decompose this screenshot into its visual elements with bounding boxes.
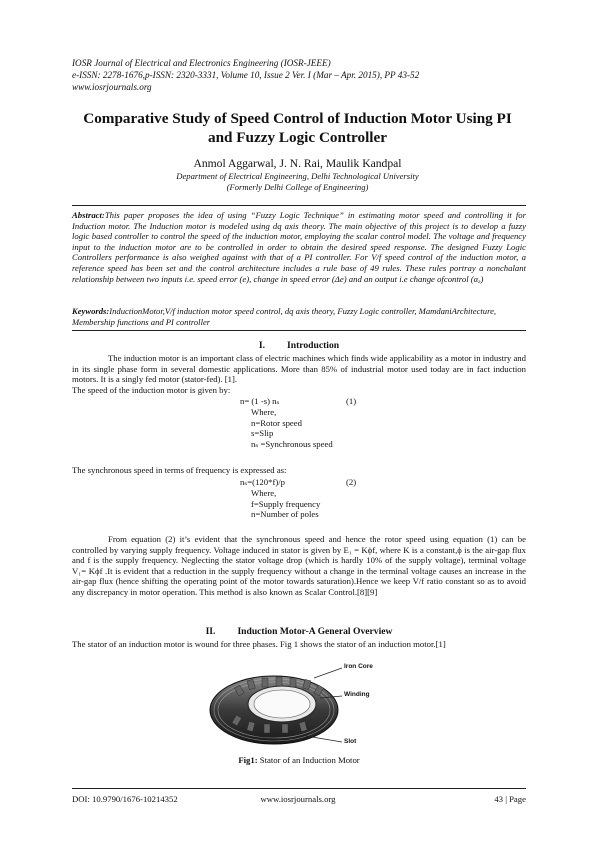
overview-paragraph: The stator of an induction motor is wound for three phases. Fig 1 shows the stator of an induction motor.[1] bbox=[72, 639, 446, 649]
equation-2: nₛ=(120*f)/p bbox=[240, 477, 285, 487]
stator-illustration bbox=[202, 660, 392, 752]
equation-2-block bbox=[240, 477, 320, 520]
equation-2-number: (2) bbox=[346, 477, 357, 487]
abstract-label: Abstract: bbox=[72, 210, 105, 220]
section-title: Introduction bbox=[287, 340, 340, 351]
section-number: II. bbox=[205, 626, 216, 637]
footer-doi: DOI: 10.9790/1676-10214352 bbox=[72, 794, 178, 804]
section-heading-introduction bbox=[72, 340, 526, 351]
section-title: Induction Motor-A General Overview bbox=[237, 626, 393, 637]
label-iron-core: Iron Core bbox=[344, 663, 373, 670]
speed-intro: The speed of the induction motor is given by: bbox=[72, 385, 231, 395]
figure-caption bbox=[72, 755, 526, 765]
scalar-control-paragraph: From equation (2) it’s evident that the synchronous speed and hence the rotor speed using equation (1) can be controlled by varying supply frequency. Voltage induced in stator is given by E₁ = Kϕf, where K is a constant,ϕ is the air-gap flux and f is the supply frequency. Neglecting the stator voltage drop (which is hardly 10% of the supply voltage), terminal voltage V₁= Kϕf .It is evident that a reduction in the supply frequency without a change in the terminal voltage causes an increase in the air-gap flux (hence shifting the operating point of the motor towards saturation).Hence we keep V/f ratio constant so as to avoid any discrepancy in motor operation. This method is also known as Scalar Control.[8][9] bbox=[72, 534, 526, 597]
def-slip: s=Slip bbox=[251, 428, 274, 439]
affiliation bbox=[60, 171, 535, 193]
def-synchronous-speed: nₛ =Synchronous speed bbox=[251, 439, 333, 450]
equation-1-block bbox=[240, 396, 333, 450]
paper-title bbox=[60, 109, 535, 147]
abstract-text: This paper proposes the idea of using “Fuzzy Logic Technique” in estimating motor speed and controlling it for Induction motor. The Induction motor is modeled using dq axis theory. The main objective of this project is to develop a fuzzy logic based controller to control the speed of the induction motor, employing the scalar control model. The voltage and frequency input to the induction motor are to be controlled in order to obtain the desired speed response. The designed Fuzzy Logic Controllers performance is also weighed against with that of a PI controller. For V/f speed control of the induction motor, a reference speed has been set and the control architecture includes a rule base of 49 rules. These rules portray a nonchalant relationship between two inputs i.e. speed error (e), change in speed error (Δe) and an output i.e change ofcontrol (αₔ) bbox=[72, 210, 526, 284]
footer-rule bbox=[72, 788, 526, 789]
journal-issn: e-ISSN: 2278-1676,p-ISSN: 2320-3331, Volume 10, Issue 2 Ver. I (Mar – Apr. 2015), PP 43-52 bbox=[72, 70, 420, 80]
title-line-2: and Fuzzy Logic Controller bbox=[207, 129, 387, 146]
keywords-label: Keywords: bbox=[72, 306, 110, 316]
equation-1-number: (1) bbox=[346, 396, 357, 406]
journal-name: IOSR Journal of Electrical and Electronics Engineering (IOSR-JEEE) bbox=[72, 58, 331, 68]
equation-1: n= (1 -s) nₛ bbox=[240, 396, 280, 406]
stator-figure bbox=[202, 660, 392, 752]
footer-page-number: 43 | Page bbox=[494, 794, 526, 804]
label-slot: Slot bbox=[344, 738, 357, 745]
abstract bbox=[72, 210, 526, 284]
label-winding: Winding bbox=[344, 691, 370, 698]
journal-website[interactable]: www.iosrjournals.org bbox=[72, 82, 152, 92]
title-line-1: Comparative Study of Speed Control of Induction Motor Using PI bbox=[83, 110, 512, 127]
affiliation-line-2: (Formerly Delhi College of Engineering) bbox=[226, 182, 369, 192]
figure-caption-text: Stator of an Induction Motor bbox=[257, 755, 360, 765]
where-label-1: Where, bbox=[251, 406, 277, 417]
section-number: I. bbox=[258, 340, 266, 351]
figure-caption-label: Fig1: bbox=[238, 755, 258, 765]
def-number-of-poles: n=Number of poles bbox=[251, 509, 319, 520]
sync-intro: The synchronous speed in terms of frequency is expressed as: bbox=[72, 465, 287, 475]
where-label-2: Where, bbox=[251, 487, 277, 498]
keywords-text: InductionMotor,V/f induction motor speed control, dq axis theory, Fuzzy Logic controller, MamdaniArchitecture, Membership functions and PI controller bbox=[72, 306, 497, 327]
def-rotor-speed: n=Rotor speed bbox=[251, 417, 302, 428]
section-heading-overview bbox=[72, 626, 526, 637]
def-supply-frequency: f=Supply frequency bbox=[251, 498, 321, 509]
abstract-bottom-rule bbox=[72, 330, 526, 331]
footer-website[interactable]: www.iosrjournals.org bbox=[260, 794, 336, 804]
authors: Anmol Aggarwal, J. N. Rai, Maulik Kandpal bbox=[193, 157, 402, 170]
intro-paragraph: The induction motor is an important class of electric machines which finds wide applicability as a motor in industry and in its single phase form in several domestic applications. More than 85% of industrial motor used today are in fact induction motors. It is a singly fed motor (stator-fed). [1]. bbox=[72, 353, 526, 385]
keywords bbox=[72, 306, 526, 327]
affiliation-line-1: Department of Electrical Engineering, Delhi Technological University bbox=[176, 171, 419, 181]
abstract-top-rule bbox=[72, 205, 526, 206]
